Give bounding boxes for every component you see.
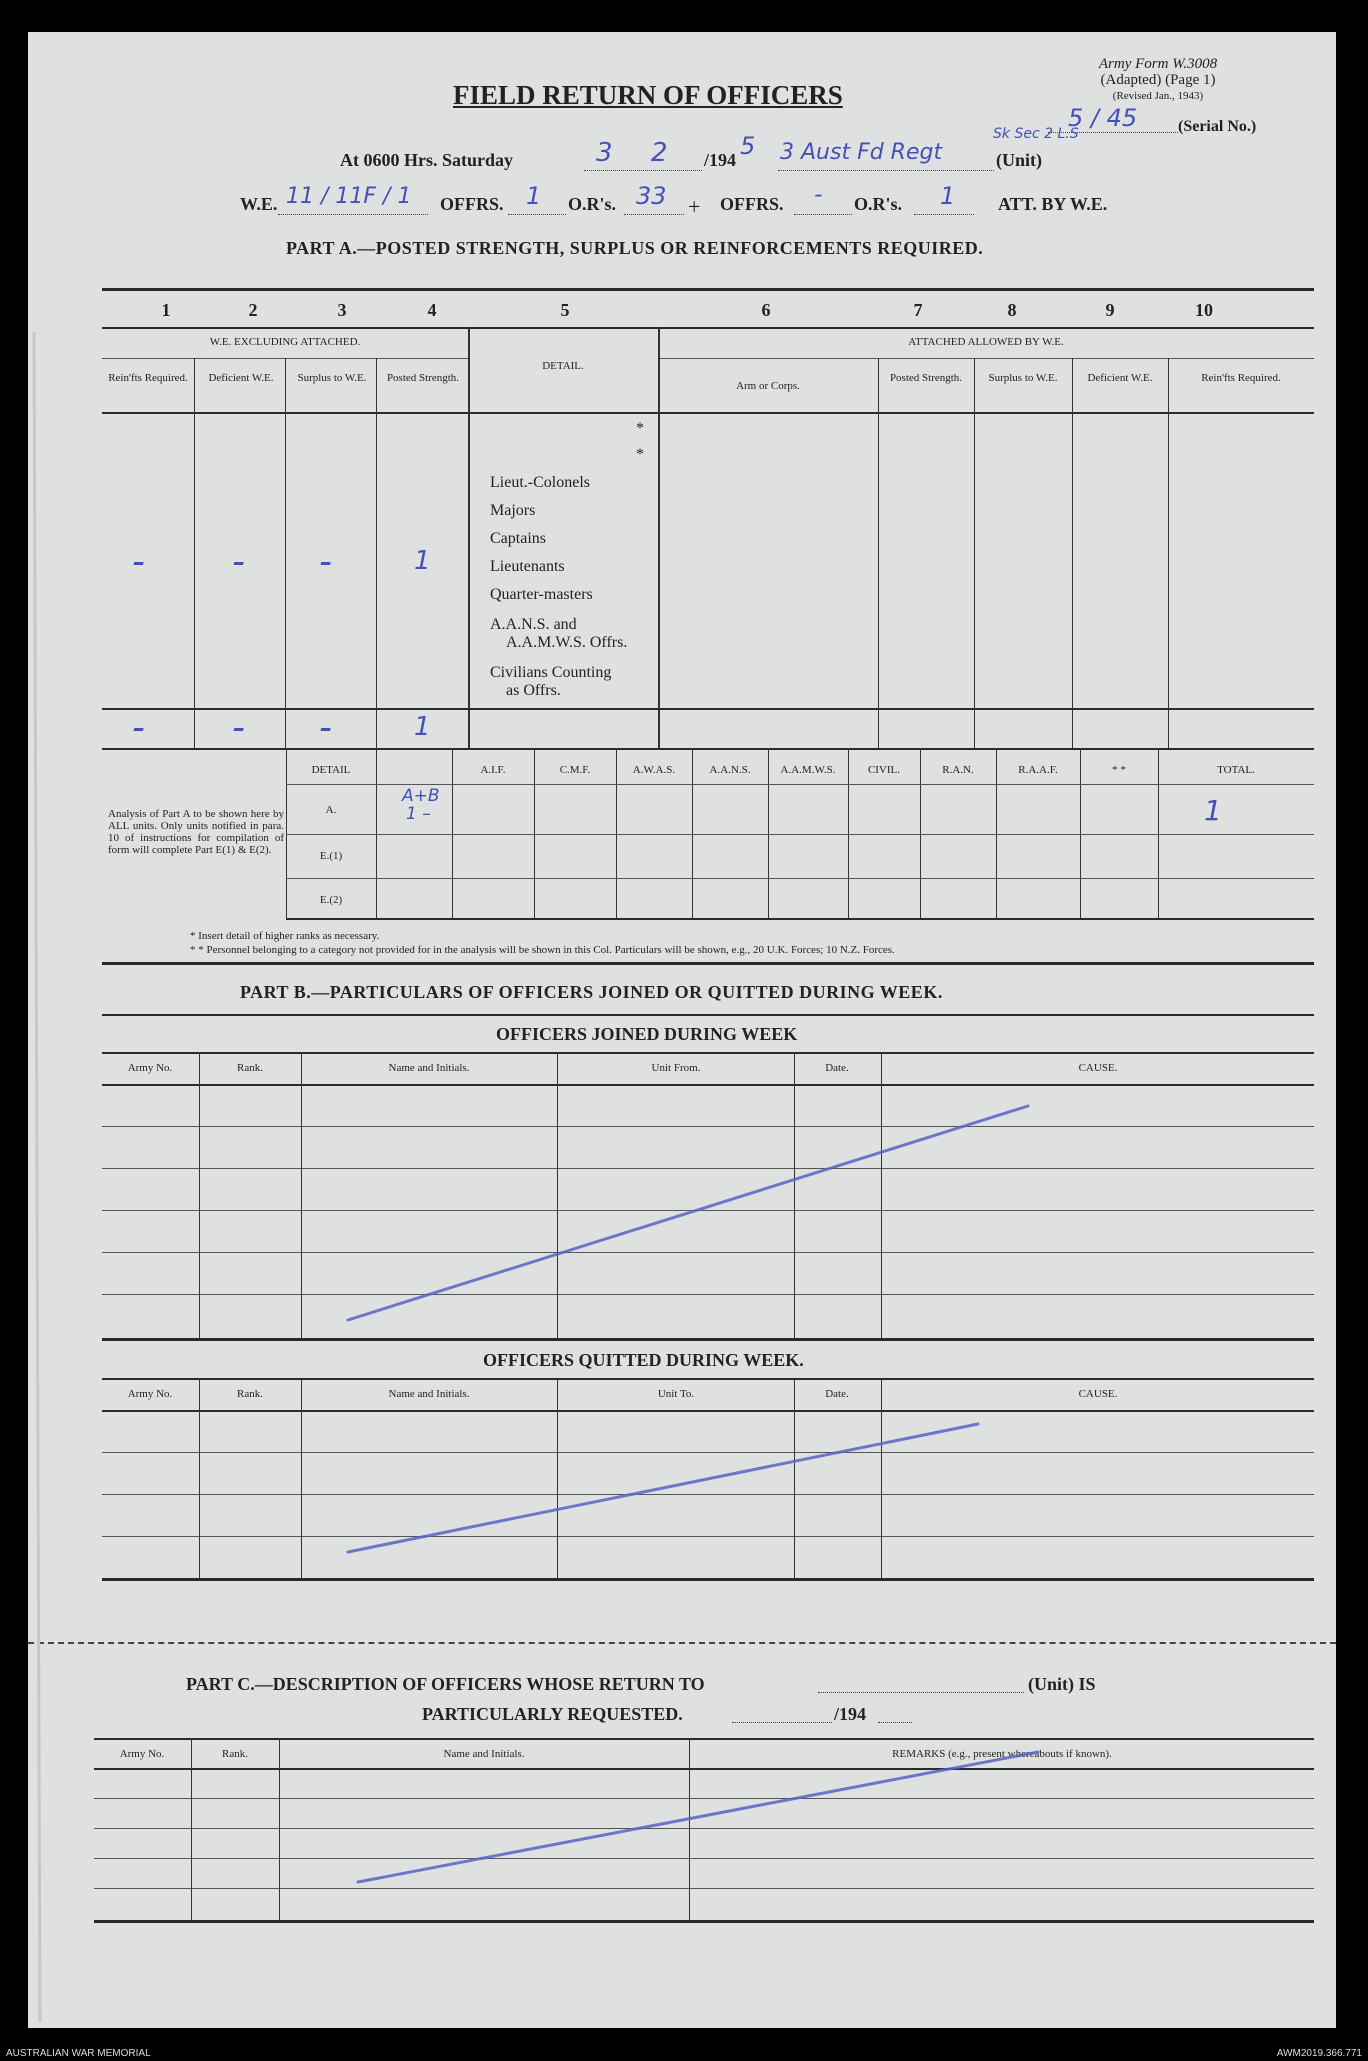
pen-strokes	[28, 32, 1336, 2028]
we-label: W.E.	[240, 194, 278, 214]
quitted-h-army: Army No.	[127, 1388, 173, 1400]
ors-value: 33	[636, 182, 667, 210]
form-revision: (Revised Jan., 1943)	[1112, 90, 1204, 102]
an-row-e1: E.(1)	[319, 850, 343, 862]
col-num-2: 2	[248, 300, 258, 320]
part-b-title: PART B.—PARTICULARS OF OFFICERS JOINED OR QUITTED DURING WEEK.	[240, 982, 943, 1002]
rank-aamws: A.A.M.W.S. Offrs.	[506, 634, 628, 651]
form-page: (Adapted) (Page 1)	[1100, 72, 1216, 88]
part-c-title-2: PARTICULARLY REQUESTED.	[422, 1704, 683, 1724]
quitted-h-cause: CAUSE.	[1078, 1388, 1118, 1400]
total-c1: –	[133, 714, 145, 742]
part-c-date-tail: /194	[834, 1704, 867, 1724]
col-num-9: 9	[1105, 300, 1115, 320]
offrs2-value: -	[814, 180, 823, 208]
analysis-note: Analysis of Part A to be shown here by ALL units. Only units notified in para. 10 of instructions for compilation of form will complete Part E(1) & E(2).	[108, 808, 284, 856]
an-h-awas: A.W.A.S.	[632, 764, 676, 776]
rank-lt-colonels: Lieut.-Colonels	[490, 474, 590, 491]
lt-c1: –	[133, 548, 145, 576]
hdr-c7: Posted Strength.	[889, 372, 963, 384]
rank-lieutenants: Lieutenants	[490, 558, 565, 575]
left-fold-line	[34, 332, 40, 2022]
unit-label: (Unit)	[996, 150, 1042, 170]
an-a-entry: A+B	[402, 786, 440, 806]
an-a-entry2: 1 –	[406, 804, 431, 824]
part-c-title-1: PART C.—DESCRIPTION OF OFFICERS WHOSE RETURN TO	[186, 1674, 705, 1694]
offrs-value: 1	[526, 182, 542, 210]
col-num-5: 5	[560, 300, 570, 320]
quitted-h-rank: Rank.	[237, 1388, 263, 1400]
footer-right: AWM2019.366.771	[1276, 2048, 1362, 2059]
date-month: 2	[651, 138, 668, 168]
rank-civilians-2: as Offrs.	[506, 682, 561, 699]
year-suffix: 5	[740, 132, 756, 160]
rank-aans: A.A.N.S. and	[490, 616, 577, 633]
footer-left: AUSTRALIAN WAR MEMORIAL	[6, 2048, 151, 2059]
quitted-h-date: Date.	[825, 1388, 849, 1400]
hdr-c1: Rein'fts Required.	[108, 372, 188, 384]
serial-value: 5 / 45	[1068, 104, 1138, 132]
offrs-label: OFFRS.	[440, 194, 504, 214]
joined-h-army: Army No.	[127, 1062, 173, 1074]
form-sheet	[28, 32, 1336, 2028]
an-row-a: A.	[325, 804, 337, 816]
plus-sign: +	[688, 194, 701, 219]
col-num-1: 1	[161, 300, 171, 320]
part-c-h-army: Army No.	[119, 1748, 165, 1760]
total-c2: –	[233, 714, 245, 742]
an-h-civil: CIVIL.	[867, 764, 901, 776]
year-prefix: /194	[704, 150, 737, 170]
joined-title: OFFICERS JOINED DURING WEEK	[496, 1024, 798, 1044]
detail-header: DETAIL.	[542, 360, 584, 372]
an-a-total: 1	[1204, 794, 1222, 827]
hdr-c6: Arm or Corps.	[736, 380, 800, 392]
offrs2-label: OFFRS.	[720, 194, 784, 214]
ors-label: O.R's.	[568, 194, 617, 214]
an-h-raaf: R.A.A.F.	[1018, 764, 1058, 776]
col-num-3: 3	[337, 300, 347, 320]
joined-h-cause: CAUSE.	[1078, 1062, 1118, 1074]
part-c-h-rank: Rank.	[222, 1748, 248, 1760]
quitted-crossout-stroke	[348, 1424, 978, 1552]
ors2-label: O.R's.	[854, 194, 903, 214]
date-day: 3	[596, 138, 613, 168]
hdr-c4: Posted Strength.	[386, 372, 460, 384]
serial-label: (Serial No.)	[1178, 118, 1257, 135]
lt-c4: 1	[414, 546, 431, 576]
hdr-c3: Surplus to W.E.	[297, 372, 367, 384]
rank-quartermasters: Quarter-masters	[490, 586, 593, 603]
an-h-total: TOTAL.	[1217, 764, 1255, 776]
an-row-e2: E.(2)	[319, 894, 343, 906]
page-title: FIELD RETURN OF OFFICERS	[453, 80, 843, 110]
col-num-8: 8	[1007, 300, 1017, 320]
quitted-title: OFFICERS QUITTED DURING WEEK.	[483, 1350, 804, 1370]
an-h-ran: R.A.N.	[942, 764, 974, 776]
joined-h-date: Date.	[825, 1062, 849, 1074]
hdr-c2: Deficient W.E.	[208, 372, 274, 384]
lt-c3: –	[320, 548, 332, 576]
unit-note: Sk Sec 2 L.S	[993, 126, 1079, 142]
hdr-c8: Surplus to W.E.	[988, 372, 1058, 384]
asterisk-1: *	[636, 420, 644, 437]
total-c3: –	[320, 714, 332, 742]
joined-h-unit: Unit From.	[651, 1062, 701, 1074]
rank-captains: Captains	[490, 530, 546, 547]
group-right-header: ATTACHED ALLOWED BY W.E.	[908, 336, 1064, 348]
lt-c2: –	[233, 548, 245, 576]
an-h-other: * *	[1112, 764, 1126, 776]
quitted-h-name: Name and Initials.	[388, 1388, 470, 1400]
col-num-10: 10	[1195, 300, 1213, 320]
att-label: ATT. BY W.E.	[998, 194, 1108, 214]
quitted-h-unit: Unit To.	[657, 1388, 695, 1400]
asterisk-2: *	[636, 446, 644, 463]
part-c-h-name: Name and Initials.	[443, 1748, 525, 1760]
we-value: 11 / 11F / 1	[286, 184, 412, 209]
footnote-1: * Insert detail of higher ranks as necessary.	[190, 930, 380, 942]
col-num-4: 4	[427, 300, 437, 320]
an-h-cmf: C.M.F.	[559, 764, 591, 776]
joined-h-rank: Rank.	[237, 1062, 263, 1074]
hdr-c9: Deficient W.E.	[1087, 372, 1153, 384]
unit-value: 3 Aust Fd Regt	[780, 140, 943, 165]
part-c-crossout-stroke	[358, 1752, 1038, 1882]
part-c-unit-is: (Unit) IS	[1028, 1674, 1096, 1694]
form-number: Army Form W.3008	[1098, 56, 1218, 72]
group-left-header: W.E. EXCLUDING ATTACHED.	[209, 336, 361, 348]
col-num-7: 7	[913, 300, 923, 320]
total-c4: 1	[414, 712, 431, 742]
col-num-6: 6	[761, 300, 771, 320]
an-h-aif: A.I.F.	[480, 764, 506, 776]
joined-h-name: Name and Initials.	[388, 1062, 470, 1074]
part-a-title: PART A.—POSTED STRENGTH, SURPLUS OR REINFORCEMENTS REQUIRED.	[286, 238, 984, 258]
an-h-aamws: A.A.M.W.S.	[780, 764, 836, 776]
part-c-h-remarks: REMARKS (e.g., present whereabouts if known).	[892, 1748, 1112, 1760]
joined-crossout-stroke	[348, 1106, 1028, 1320]
hdr-c10: Rein'fts Required.	[1201, 372, 1281, 384]
an-h-detail: DETAIL	[311, 764, 351, 776]
footnote-2: * * Personnel belonging to a category not provided for in the analysis will be shown in this Col. Particulars will be shown, e.g., 20 U.K. Forces; 10 N.Z. Forces.	[190, 944, 895, 956]
at-label: At 0600 Hrs. Saturday	[340, 150, 514, 170]
an-h-aans: A.A.N.S.	[709, 764, 751, 776]
rank-civilians: Civilians Counting	[490, 664, 612, 681]
rank-majors: Majors	[490, 502, 536, 519]
ors2-value: 1	[940, 182, 956, 210]
